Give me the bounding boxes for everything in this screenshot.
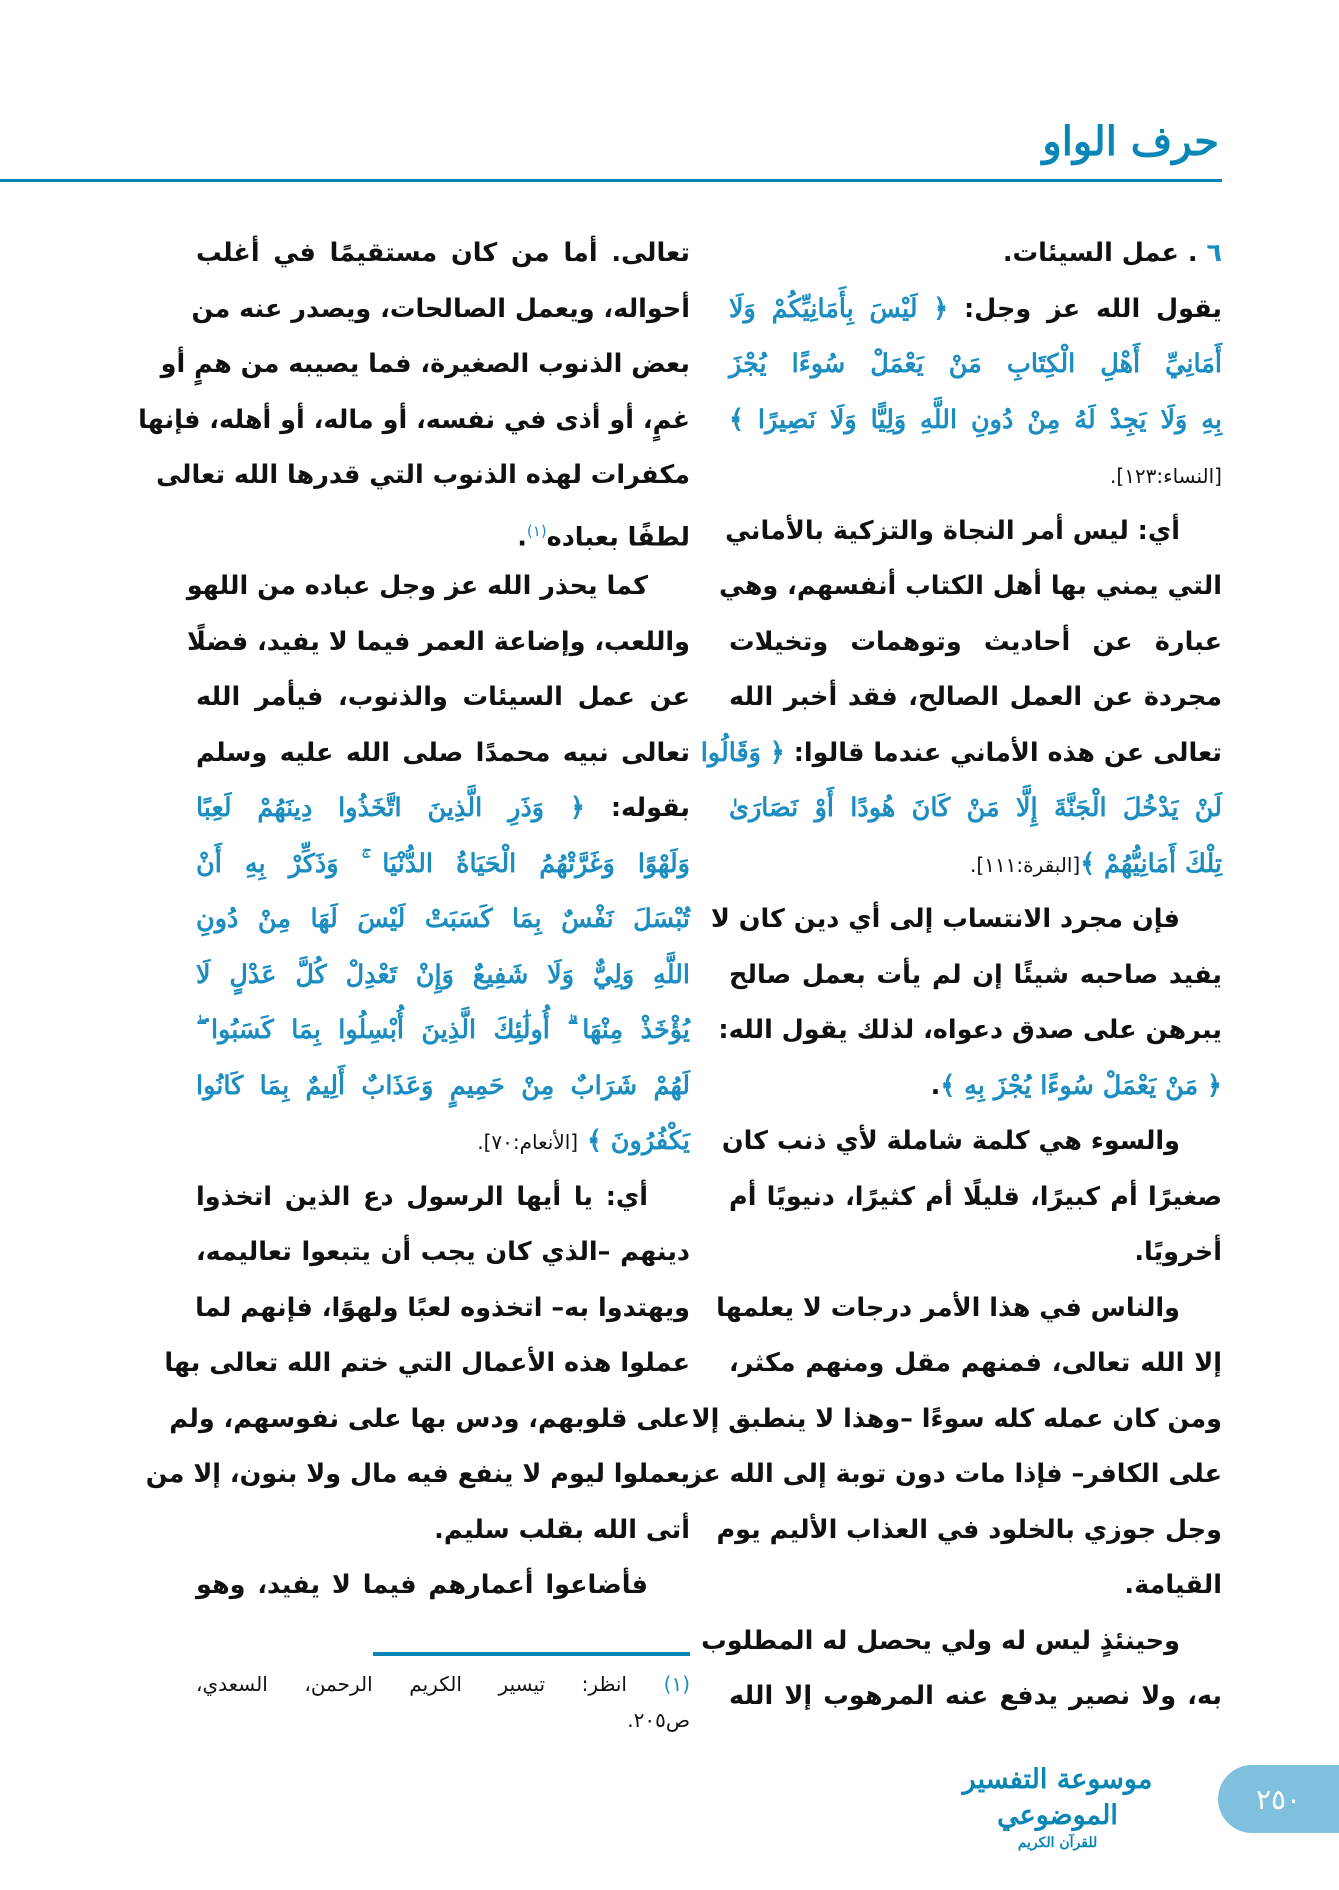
body-text: على قلوبهم، ودس بها على نفوسهم، ولم: [169, 1403, 690, 1434]
body-text: والسوء هي كلمة شاملة لأي ذنب كان: [721, 1126, 1180, 1156]
body-text: أخرويًا.: [1134, 1237, 1222, 1267]
body-text: به، ولا نصير يدفع عنه المرهوب إلا الله: [729, 1681, 1222, 1711]
text-line: [716, 1503, 1222, 1559]
quran-verse: بِهِ وَلَا يَجِدْ لَهُ مِنْ دُونِ اللَّهِ وَلِيًّا وَلَا نَصِيرًا ﴾: [729, 404, 1222, 435]
body-text: تعالى عن هذه الأماني عندما قالوا:: [784, 737, 1222, 768]
quran-verse: أَمَانِيِّ أَهْلِ الْكِتَابِ مَنْ يَعْمَلْ سُوءًا يُجْزَ: [729, 349, 1222, 379]
quran-verse: تِلْكَ أَمَانِيُّهُمْ ﴾: [1080, 848, 1222, 879]
verse-reference: [الأنعام:٧٠].: [477, 1130, 579, 1154]
text-column-left: [138, 226, 690, 1614]
body-text: التي يمني بها أهل الكتاب أنفسهم، وهي: [718, 571, 1222, 601]
body-text: إلا الله تعالى، فمنهم مقل ومنهم مكثر،: [729, 1348, 1222, 1378]
text-line: [729, 448, 1222, 504]
text-line: [196, 1281, 690, 1337]
body-text: يقول الله عز وجل:: [948, 293, 1222, 324]
footnote-text: انظر: تيسير الكريم الرحمن، السعدي،: [196, 1672, 627, 1696]
text-line: [729, 1558, 1222, 1614]
body-text: يعملوا ليوم لا ينفع فيه مال ولا بنون، إلا من: [145, 1459, 690, 1489]
body-text: غمٍ، أو أذى في نفسه، أو ماله، أو أهله، فإنها: [138, 404, 690, 435]
body-text: بعض الذنوب الصغيرة، فما يصيبه من همٍ أو: [160, 349, 690, 379]
text-line: [196, 726, 690, 782]
text-line: [196, 1059, 690, 1115]
body-text: والناس في هذا الأمر درجات لا يعلمها: [716, 1292, 1180, 1323]
text-line: [729, 337, 1222, 393]
text-line: [725, 504, 1222, 560]
body-text: عملوا هذه الأعمال التي ختم الله تعالى بها: [164, 1348, 690, 1378]
body-text: أي: ليس أمر النجاة والتزكية بالأماني: [725, 515, 1180, 546]
body-text: القيامة.: [1124, 1570, 1222, 1600]
footnote-line-1: [196, 1666, 690, 1702]
encyclopedia-logo: [935, 1762, 1180, 1852]
text-line: [156, 448, 690, 504]
text-line: [729, 948, 1222, 1004]
text-line: [145, 1447, 690, 1503]
text-line: [191, 282, 690, 338]
body-text: بقوله:: [584, 793, 690, 823]
text-line: [729, 1170, 1222, 1226]
body-text: لطفًا بعباده: [546, 522, 690, 552]
footnote-ref[interactable]: (١): [526, 521, 547, 540]
text-line: [729, 837, 1222, 893]
text-line: [196, 1225, 690, 1281]
quran-verse: لَهُمْ شَرَابٌ مِنْ حَمِيمٍ وَعَذَابٌ أَلِيمٌ بِمَا كَانُوا: [196, 1070, 690, 1101]
body-text: دينهم –الذي كان يجب أن يتبعوا تعاليمه،: [196, 1237, 690, 1267]
text-line: [701, 1614, 1222, 1670]
body-text: صغيرًا أم كبيرًا، قليلًا أم كثيرًا، دنيويًا أم: [729, 1181, 1222, 1212]
quran-verse: ﴿ وَقَالُوا: [700, 737, 785, 768]
text-line: [164, 1336, 690, 1392]
body-text: يبرهن على صدق دعواه، لذلك يقول الله:: [718, 1015, 1222, 1045]
text-line: [729, 1059, 1222, 1115]
quran-verse: تُبْسَلَ نَفْسٌ بِمَا كَسَبَتْ لَيْسَ لَهَا مِنْ دُونِ: [196, 904, 690, 934]
item-number: ٦: [1206, 238, 1222, 268]
text-line: [196, 948, 690, 1004]
text-line: [700, 726, 1222, 782]
text-line: [138, 393, 690, 449]
text-line: [196, 1558, 690, 1614]
body-text: ومن كان عمله كله سوءًا –وهذا لا ينطبق إلا: [691, 1403, 1222, 1434]
text-line: [718, 559, 1222, 615]
logo-title: موسوعة التفسير الموضوعي: [962, 1764, 1153, 1831]
text-line: [729, 226, 1222, 282]
body-text: فإن مجرد الانتساب إلى أي دين كان لا: [710, 904, 1180, 934]
body-text: مكفرات لهذه الذنوب التي قدرها الله تعالى: [156, 460, 690, 490]
text-line: [160, 337, 690, 393]
footnote-divider: [373, 1652, 690, 1656]
text-column-right: [687, 226, 1222, 1725]
body-text: ويهتدوا به– اتخذوه لعبًا ولهوًا، فإنهم لما: [195, 1292, 690, 1323]
body-text: أي: يا أيها الرسول دع الذين اتخذوا: [196, 1181, 648, 1212]
header-divider: [0, 179, 1222, 182]
text-line: [196, 837, 690, 893]
footnote-marker[interactable]: (١): [663, 1672, 690, 1696]
body-text: تعالى نبيه محمدًا صلى الله عليه وسلم: [196, 737, 690, 768]
body-text: أتى الله بقلب سليم.: [434, 1514, 690, 1545]
text-line: [196, 1003, 690, 1059]
text-line: [718, 1003, 1222, 1059]
text-line: [196, 1114, 690, 1170]
body-text: يفيد صاحبه شيئًا إن لم يأت بعمل صالح: [729, 959, 1222, 990]
body-text: تعالى. أما من كان مستقيمًا في أغلب: [196, 238, 690, 268]
text-line: [196, 504, 690, 560]
quran-verse: يُؤْخَذْ مِنْهَا ۗ أُولَٰئِكَ الَّذِينَ أُبْسِلُوا بِمَا كَسَبُوا ۖ: [196, 1015, 690, 1045]
text-line: [710, 892, 1222, 948]
body-text: فأضاعوا أعمارهم فيما لا يفيد، وهو: [196, 1570, 648, 1600]
body-text: .: [930, 1070, 941, 1101]
text-line: [196, 781, 690, 837]
text-line: [196, 1503, 690, 1559]
body-text: كما يحذر الله عز وجل عباده من اللهو: [186, 571, 648, 601]
text-line: [716, 1281, 1222, 1337]
quran-verse: اللَّهِ وَلِيٌّ وَلَا شَفِيعٌ وَإِنْ تَعْدِلْ كُلَّ عَدْلٍ لَا: [196, 959, 690, 990]
body-text: أحواله، ويعمل الصالحات، ويصدر عنه من: [191, 293, 690, 324]
text-line: [729, 393, 1222, 449]
text-line: [729, 615, 1222, 671]
page-number: ٢٥٠: [1255, 1782, 1302, 1816]
logo-subtitle: للقرآن الكريم: [1017, 1835, 1098, 1851]
quran-verse: يَكْفُرُونَ ﴾: [578, 1126, 690, 1156]
text-line: [196, 892, 690, 948]
text-line: [729, 781, 1222, 837]
text-line: [196, 226, 690, 282]
text-line: [729, 1669, 1222, 1725]
body-text: . عمل السيئات.: [1002, 238, 1207, 268]
body-text: واللعب، وإضاعة العمر فيما لا يفيد، فضلًا: [187, 626, 690, 657]
body-text: مجردة عن العمل الصالح، فقد أخبر الله: [729, 682, 1222, 712]
chapter-title: حرف الواو: [1042, 118, 1219, 165]
body-text: عن عمل السيئات والذنوب، فيأمر الله: [196, 682, 690, 712]
footnote: [196, 1666, 690, 1738]
body-text: .: [517, 522, 527, 552]
text-line: [187, 615, 690, 671]
page-number-badge: [1218, 1765, 1339, 1833]
body-text: وجل جوزي بالخلود في العذاب الأليم يوم: [716, 1514, 1222, 1545]
quran-verse: ﴿ وَذَرِ الَّذِينَ اتَّخَذُوا دِينَهُمْ لَعِبًا: [196, 793, 585, 823]
text-line: [169, 1392, 690, 1448]
text-line: [729, 1225, 1222, 1281]
verse-reference: [النساء:١٢٣].: [1110, 464, 1222, 488]
body-text: وحينئذٍ ليس له ولي يحصل له المطلوب: [701, 1625, 1180, 1656]
text-line: [196, 670, 690, 726]
text-line: [729, 1336, 1222, 1392]
text-line: [721, 1114, 1222, 1170]
text-line: [196, 1170, 690, 1226]
body-text: على الكافر– فإذا مات دون توبة إلى الله عز: [687, 1459, 1222, 1489]
body-text: عبارة عن أحاديث وتوهمات وتخيلات: [729, 626, 1222, 657]
quran-verse: لَنْ يَدْخُلَ الْجَنَّةَ إِلَّا مَنْ كَانَ هُودًا أَوْ نَصَارَىٰ: [729, 793, 1222, 823]
quran-verse: ﴿ لَيْسَ بِأَمَانِيِّكُمْ وَلَا: [729, 293, 949, 324]
text-line: [186, 559, 690, 615]
verse-reference: [البقرة:١١١].: [969, 852, 1081, 877]
quran-verse: ﴿ مَنْ يَعْمَلْ سُوءًا يُجْزَ بِهِ ﴾: [940, 1070, 1222, 1101]
text-line: [691, 1392, 1222, 1448]
footnote-line-2: ص٢٠٥.: [627, 1708, 690, 1732]
text-line: [729, 670, 1222, 726]
quran-verse: وَلَهْوًا وَغَرَّتْهُمُ الْحَيَاةُ الدُّنْيَا ۚ وَذَكِّرْ بِهِ أَنْ: [196, 848, 690, 879]
text-line: [729, 282, 1222, 338]
text-line: [687, 1447, 1222, 1503]
